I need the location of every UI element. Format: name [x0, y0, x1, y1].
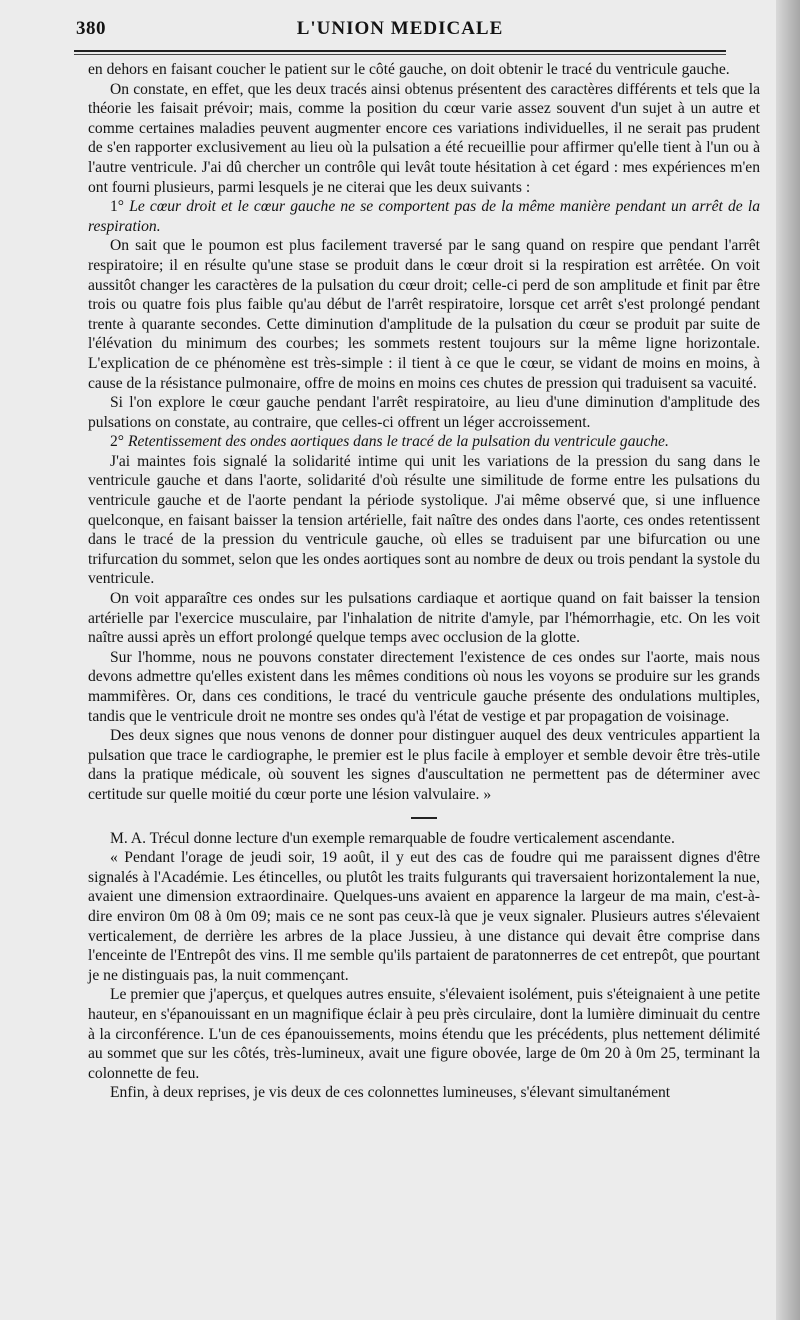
divider-dash: [411, 817, 437, 819]
section-divider: [88, 805, 760, 829]
paragraph: en dehors en faisant coucher le patient sur le côté gauche, on doit obtenir le tracé du ventricule gauche.: [88, 61, 730, 78]
section-heading-2: [88, 432, 760, 452]
paragraph: Sur l'homme, nous ne pouvons constater directement l'existence de ces ondes sur l'aorte, mais nous devons admettre qu'elles existent dans les mêmes conditions où nous les voyons se produire sur les grands mammifères. Or, dans ces conditions, le tracé du ventricule gauche présente des ondulations multiples, tandis que le ventricule droit ne montre ses ondes qu'à l'état de vestige et par propagation de voisinage.: [88, 648, 760, 725]
book-spine-edge: [776, 0, 800, 1320]
article-body: [88, 60, 760, 1103]
paragraph: J'ai maintes fois signalé la solidarité intime qui unit les variations de la pression du sang dans le ventricule gauche et dans l'aorte, solidarité d'où résulte une similitude de forme entre les pulsations du ventricule gauche et de l'aorte pendant la période systolique. J'ai même observé que, si une influence quelconque, en faisant baisser la tension artérielle, fait naître des ondes dans l'aorte, ces ondes retentissent dans le tracé de la pression du ventricule gauche, où elles se traduisent par une bifurcation ou une trifurcation du sommet, selon que les ondes aortiques sont au nombre de deux ou trois pendant la systole du ventricule.: [88, 452, 760, 588]
paragraph: On voit apparaître ces ondes sur les pulsations cardiaque et aortique quand on fait baisser la tension artérielle par l'exercice musculaire, par l'inhalation de nitrite d'amyle, par l'hémorrhagie, etc. On les voit naître aussi après un effort prolongé quelque temps avec occlusion de la glotte.: [88, 590, 760, 647]
section-heading-text: Retentissement des ondes aortiques dans le tracé de la pulsation du ventricule gauche.: [127, 433, 669, 451]
running-title: L'UNION MEDICALE: [296, 18, 504, 39]
paragraph: M. A. Trécul donne lecture d'un exemple remarquable de foudre verticalement ascendante.: [110, 829, 675, 847]
section-heading-1: [88, 197, 760, 236]
paragraph: On constate, en effet, que les deux tracés ainsi obtenus présentent des caractères différents et tels que la théorie les faisait prévoir; mais, comme la position du cœur varie assez souvent d'un sujet à un autre et comme certaines maladies peuvent augmenter encore ces variations individuelles, il ne serait pas prudent de s'en rapporter exclusivement au lieu où la pulsation a été recueillie pour affirmer qu'elle tient à l'un ou à l'autre ventricule. J'ai dû chercher un contrôle qui levât toute hésitation à cet égard : mes expériences m'en ont fourni plusieurs, parmi lesquels je ne citerai que les deux suivants :: [88, 80, 760, 196]
paragraph: Des deux signes que nous venons de donner pour distinguer auquel des deux ventricules appartient la pulsation que trace le cardiographe, le premier est le plus facile à employer et semble devoir être très-utile dans la pratique médicale, où souvent les signes d'auscultation ne permettent pas de déterminer avec certitude sur quelle moitié du cœur porte une lésion valvulaire. »: [88, 727, 760, 803]
header-rule-thin: [74, 54, 726, 55]
page-header: [74, 16, 726, 46]
paragraph: Si l'on explore le cœur gauche pendant l'arrêt respiratoire, au lieu d'une diminution d'amplitude des pulsations on constate, au contraire, que celles-ci offrent un léger accroissement.: [88, 394, 760, 431]
header-rule: [74, 50, 726, 52]
page-number: 380: [76, 18, 106, 39]
section-number: 2°: [110, 433, 125, 451]
section-heading-text: Le cœur droit et le cœur gauche ne se comportent pas de la même manière pendant un arrêt de la respiration.: [88, 198, 760, 235]
paragraph: « Pendant l'orage de jeudi soir, 19 août, il y eut des cas de foudre qui me paraissent dignes d'être signalés à l'Académie. Les étincelles, ou plutôt les traits fulgurants qui traversaient horizontalement la nue, avaient une dimension extraordinaire. Quelques-uns avaient en apparence la largeur de ma main, c'est-à-dire environ 0m 08 à 0m 09; mais ce ne sont pas ceux-là que je veux signaler. Plusieurs autres s'élevaient verticalement, de derrière les arbres de la place Jussieu, à une distance qui devait être comprise dans l'enceinte de l'Entrepôt des vins. Il me semble qu'ils partaient de paratonnerres de cet entrepôt, que pourtant je ne distinguais pas, la nuit commençant.: [88, 849, 760, 984]
paragraph: Le premier que j'aperçus, et quelques autres ensuite, s'élevaient isolément, puis s'éteignaient à une petite hauteur, en s'épanouissant en un magnifique éclair à peu près circulaire, dont la lumière diminuait du centre à la circonférence. L'un de ces épanouissements, moins étendu que les précédents, plus nettement délimité au sommet que sur les côtés, très-lumineux, avait une figure obovée, large de 0m 20 à 0m 25, terminant la colonnette de feu.: [88, 986, 760, 1082]
section-number: 1°: [110, 198, 125, 216]
paragraph: On sait que le poumon est plus facilement traversé par le sang quand on respire que pendant l'arrêt respiratoire; il en résulte qu'une stase se produit dans le cœur droit si la respiration est arrêtée. On voit aussitôt changer les caractères de la pulsation du cœur droit; celle-ci perd de son amplitude et finit par être trois ou quatre fois plus faible qu'au début de l'arrêt respiratoire, lorsque cet arrêt s'est prolongé pendant trente à quarante secondes. Cette diminution d'amplitude de la pulsation du cœur se produit par suite de l'élévation du minimum des courbes; les sommets restent toujours sur la même ligne horizontale. L'explication de ce phénomène est très-simple : il tient à ce que le cœur, se vidant de moins en moins, à cause de la résistance pulmonaire, offre de moins en moins ces chutes de pression qui traduisent sa vacuité.: [88, 237, 760, 392]
paragraph: Enfin, à deux reprises, je vis deux de ces colonnettes lumineuses, s'élevant simultanément: [110, 1084, 671, 1102]
